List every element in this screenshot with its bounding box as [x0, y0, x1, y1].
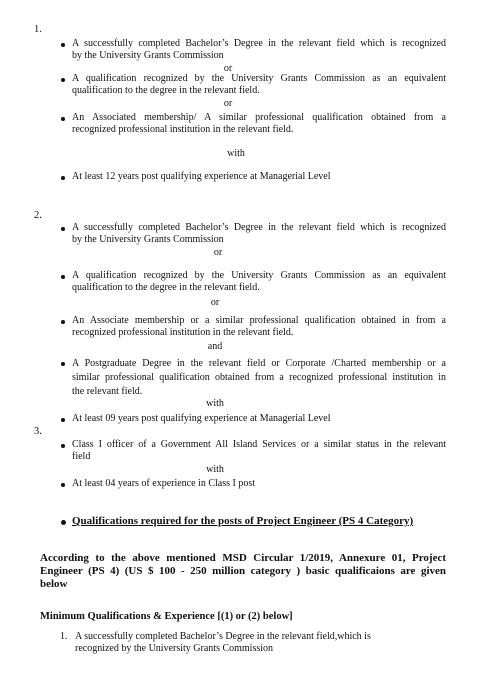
s2-or-1: or	[213, 247, 223, 258]
s2-item-1: A successfully completed Bachelor’s Degree in the relevant field which is recognized by the University Grants Commission	[72, 222, 446, 245]
s1-item-2: A qualification recognized by the University Grants Commission as an equivalent qualification to the degree in the relevant field.	[72, 73, 446, 96]
s3-with: with	[206, 464, 224, 475]
s2-item-5: At least 09 years post qualifying experience at Managerial Level	[72, 413, 331, 424]
s3-item-2: At least 04 years of experience in Class I post	[72, 478, 256, 489]
bullet-icon	[61, 227, 65, 231]
s1-with: with	[227, 148, 245, 159]
s2-item-3: An Associate membership or a similar professional qualification obtained in from a recognized professional institution in the relevant field.	[72, 315, 446, 338]
section-1-number: 1.	[34, 24, 42, 35]
s2-item-4: A Postgraduate Degree in the relevant field or Corporate /Charted membership or a similar professional qualification obtained from a recognized professional institution in the relevant field.	[72, 358, 446, 397]
bullet-icon	[61, 117, 65, 121]
min-item-1: A successfully completed Bachelor’s Degree in the relevant field,which is recognized by the University Grants Commission	[75, 631, 371, 654]
s1-or-1: or	[223, 63, 233, 74]
section-3-number: 3.	[34, 426, 42, 437]
bullet-icon	[61, 320, 65, 324]
bullet-icon	[61, 483, 65, 487]
bullet-icon	[61, 418, 65, 422]
s2-or-2: or	[210, 297, 220, 308]
min-item-number: 1.	[60, 631, 68, 642]
s1-item-4: At least 12 years post qualifying experience at Managerial Level	[72, 171, 331, 182]
bullet-icon	[61, 176, 65, 180]
bullet-icon	[61, 78, 65, 82]
s2-and: and	[207, 341, 223, 352]
s2-item-2: A qualification recognized by the University Grants Commission as an equivalent qualification to the degree in the relevant field.	[72, 270, 446, 293]
minimum-qualifications-title: Minimum Qualifications & Experience [(1) or (2) below]	[40, 611, 293, 622]
s3-item-1: Class I officer of a Government All Island Services or a similar status in the relevant field	[72, 439, 446, 462]
s1-item-3: An Associated membership/ A similar professional qualification obtained from a recognized professional institution in the relevant field.	[72, 112, 446, 135]
bullet-icon	[61, 444, 65, 448]
bullet-icon	[61, 362, 65, 366]
s2-with: with	[206, 398, 224, 409]
s1-or-2: or	[223, 98, 233, 109]
bullet-icon	[61, 275, 65, 279]
s1-item-1: A successfully completed Bachelor’s Degree in the relevant field which is recognized by the University Grants Commission	[72, 38, 446, 61]
section-2-number: 2.	[34, 210, 42, 221]
intro-paragraph: According to the above mentioned MSD Circular 1/2019, Annexure 01, Project Engineer (PS 4) (US $ 100 - 250 million category ) basic qualificaions are given below	[40, 552, 446, 590]
section-heading: Qualifications required for the posts of Project Engineer (PS 4 Category)	[72, 515, 414, 527]
bullet-icon	[61, 520, 66, 525]
bullet-icon	[61, 43, 65, 47]
